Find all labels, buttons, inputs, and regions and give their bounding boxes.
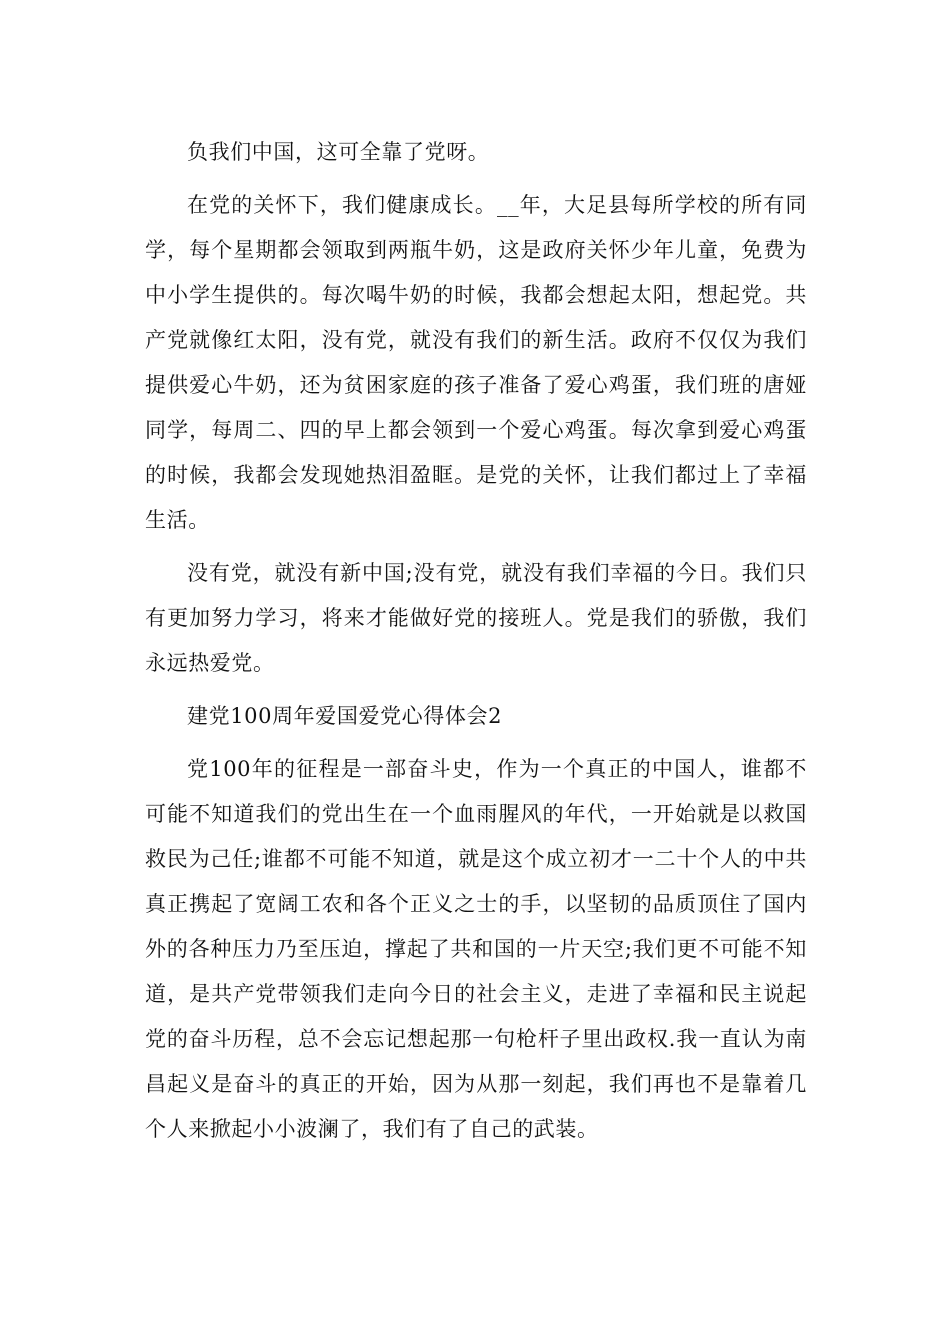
document-body: [145, 130, 807, 1160]
paragraph-continuation: 负我们中国，这可全靠了党呀。: [187, 140, 490, 164]
paragraph-party-history: 党100年的征程是一部奋斗史，作为一个真正的中国人，谁都不可能不知道我们的党出生在一个血雨腥风的年代，一开始就是以救国救民为己任;谁都不可能不知道，就是这个成立初才一二十个人的中共真正携起了宽阔工农和各个正义之士的手，以坚韧的品质顶住了国内外的各种压力乃至压迫，撑起了共和国的一片天空;我们更不可能不知道，是共产党带领我们走向今日的社会主义，走进了幸福和民主说起党的奋斗历程，总不会忘记想起那一句枪杆子里出政权.我一直认为南昌起义是奋斗的真正的开始，因为从那一刻起，我们再也不是靠着几个人来掀起小小波澜了，我们有了自己的武装。: [145, 757, 807, 1141]
paragraph-milk-program: 在党的关怀下，我们健康成长。__年，大足县每所学校的所有同学，每个星期都会领取到两瓶牛奶，这是政府关怀少年儿童，免费为中小学生提供的。每次喝牛奶的时候，我都会想起太阳，想起党。共产党就像红太阳，没有党，就没有我们的新生活。政府不仅仅为我们提供爱心牛奶，还为贫困家庭的孩子准备了爱心鸡蛋，我们班的唐娅同学，每周二、四的早上都会领到一个爱心鸡蛋。每次拿到爱心鸡蛋的时候，我都会发现她热泪盈眶。是党的关怀，让我们都过上了幸福生活。: [145, 193, 807, 532]
section-heading: 建党100周年爱国爱党心得体会2: [187, 704, 503, 728]
paragraph-love-party: 没有党，就没有新中国;没有党，就没有我们幸福的今日。我们只有更加努力学习，将来才能做好党的接班人。党是我们的骄傲，我们永远热爱党。: [145, 561, 807, 675]
